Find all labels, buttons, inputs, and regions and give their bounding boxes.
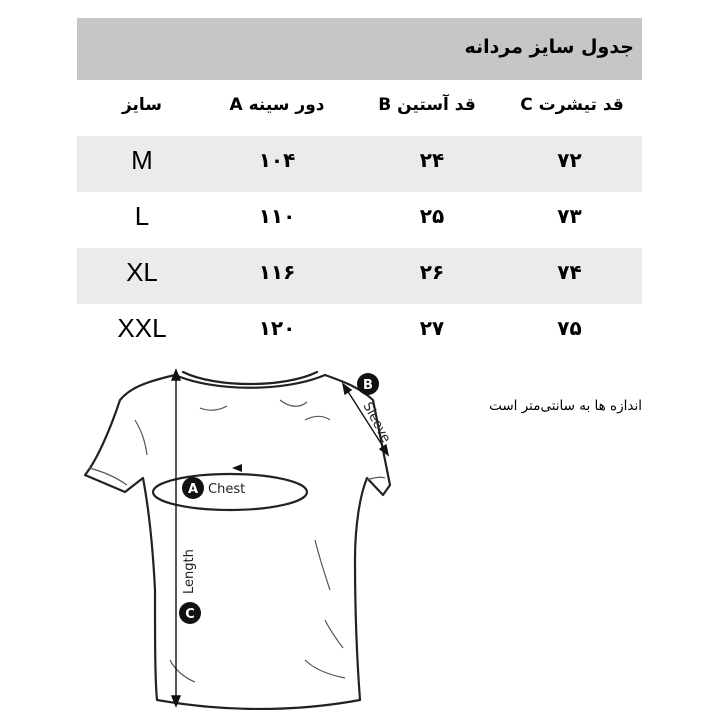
table-row xyxy=(77,304,642,360)
size-cell: M xyxy=(131,145,153,175)
chest-cell: ۱۱۶ xyxy=(258,260,296,284)
table-row xyxy=(77,248,642,304)
table-row xyxy=(77,136,642,192)
length-cell: ۷۴ xyxy=(557,260,582,284)
header-length: C قد تیشرت xyxy=(520,95,624,115)
sleeve-cell: ۲۶ xyxy=(419,260,445,284)
size-cell: XXL xyxy=(117,313,167,343)
size-cell: L xyxy=(134,201,150,231)
sleeve-cell: ۲۷ xyxy=(419,316,445,340)
table-header xyxy=(77,80,642,134)
sleeve-label: Sleeve xyxy=(359,399,394,446)
size-cell: XL xyxy=(126,257,158,287)
chest-label: Chest xyxy=(208,482,246,497)
sleeve-cell: ۲۵ xyxy=(419,204,445,228)
sleeve-cell: ۲۴ xyxy=(419,148,445,172)
chest-cell: ۱۱۰ xyxy=(258,204,296,228)
title-bar xyxy=(77,18,642,80)
length-cell: ۷۵ xyxy=(557,316,582,340)
badge-c xyxy=(179,602,201,624)
badge-a xyxy=(182,477,204,499)
header-size: سایز xyxy=(121,95,163,115)
svg-text:C: C xyxy=(185,607,195,622)
tshirt-diagram xyxy=(75,360,405,710)
table-row xyxy=(77,192,642,248)
header-sleeve: B قد آستین xyxy=(378,95,476,115)
svg-text:A: A xyxy=(187,482,199,497)
badge-b xyxy=(357,373,379,395)
chest-cell: ۱۰۴ xyxy=(258,148,296,172)
svg-text:B: B xyxy=(363,378,373,393)
length-cell: ۷۲ xyxy=(557,148,582,172)
units-note: اندازه ها به سانتی‌متر است xyxy=(489,398,642,414)
length-cell: ۷۳ xyxy=(557,204,582,228)
header-chest: A دور سینه xyxy=(229,95,325,115)
chest-cell: ۱۲۰ xyxy=(258,316,296,340)
page-title: جدول سایز مردانه xyxy=(464,36,634,58)
length-label: Length xyxy=(182,549,197,594)
